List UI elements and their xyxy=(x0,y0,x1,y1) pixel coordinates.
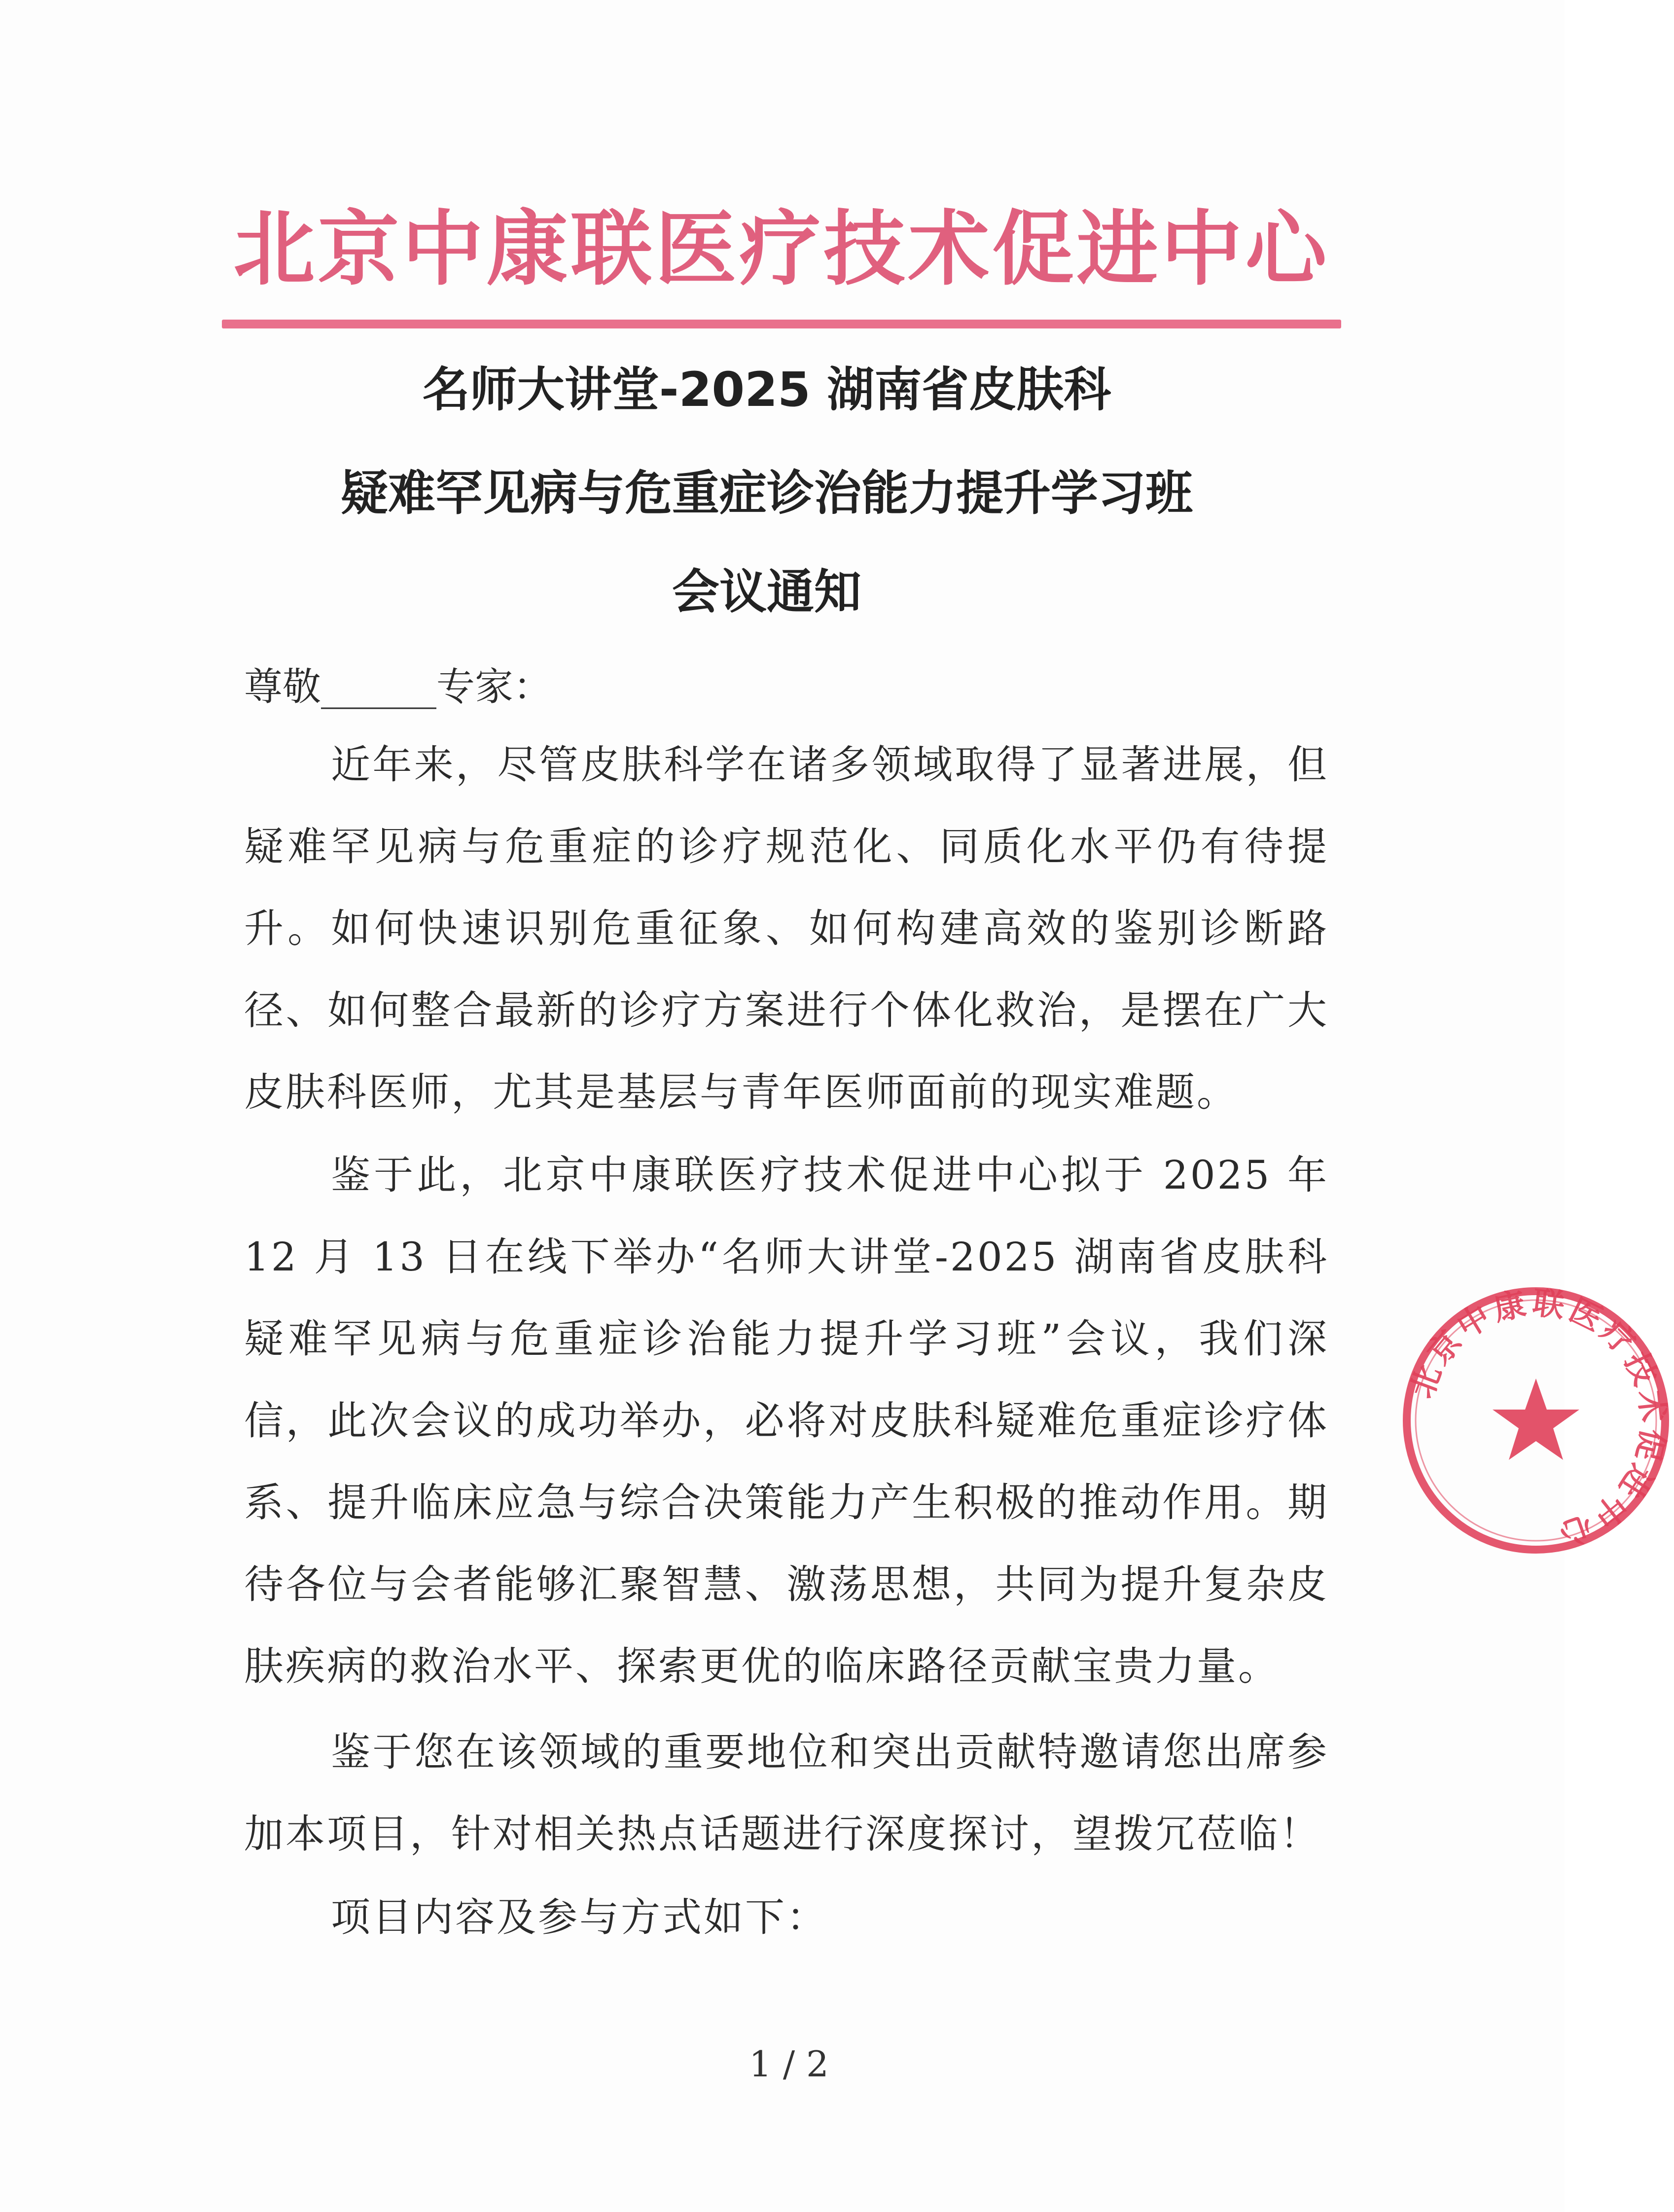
paragraph-invitation: 鉴于您在该领域的重要地位和突出贡献特邀请您出席参加本项目，针对相关热点话题进行深度探讨，望拨冗莅临！ xyxy=(244,1729,1329,1857)
star-icon xyxy=(1493,1378,1579,1460)
paragraph-details-lead: 项目内容及参与方式如下： xyxy=(331,1894,828,1940)
page-number: 1 / 2 xyxy=(749,2043,829,2085)
notice-title-line3: 会议通知 xyxy=(672,564,861,619)
letterhead-divider xyxy=(222,320,1341,328)
paragraph-intro: 近年来，尽管皮肤科学在诸多领域取得了显著进展，但疑难罕见病与危重症的诊疗规范化、同质化水平仍有待提升。如何快速识别危重征象、如何构建高效的鉴别诊断路径、如何整合最新的诊疗方案进行个体化救治，是摆在广大皮肤科医师，尤其是基层与青年医师面前的现实难题。 xyxy=(244,742,1329,1115)
notice-title-line2: 疑难罕见病与危重症诊治能力提升学习班 xyxy=(341,466,1193,521)
official-seal xyxy=(1398,1282,1674,1559)
letterhead-org-name: 北京中康联医疗技术促进中心 xyxy=(233,202,1330,296)
salutation: 尊敬______专家： xyxy=(244,665,552,709)
paragraph-event: 鉴于此，北京中康联医疗技术促进中心拟于 2025 年 12 月 13 日在线下举办“名师大讲堂-2025 湖南省皮肤科疑难罕见病与危重症诊治能力提升学习班”会议，我们深信，此次会议的成功举办，必将对皮肤科疑难危重症诊疗体系、提升临床应急与综合决策能力产生积极的推动作用。期待各位与会者能够汇聚智慧、激荡思想，共同为提升复杂皮肤疾病的救治水平、探索更优的临床路径贡献宝贵力量。 xyxy=(244,1152,1329,1689)
notice-title-line1: 名师大讲堂-2025 湖南省皮肤科 xyxy=(422,362,1111,417)
svg-text:北京中康联医疗技术促进中心: 北京中康联医疗技术促进中心 xyxy=(1403,1284,1672,1554)
